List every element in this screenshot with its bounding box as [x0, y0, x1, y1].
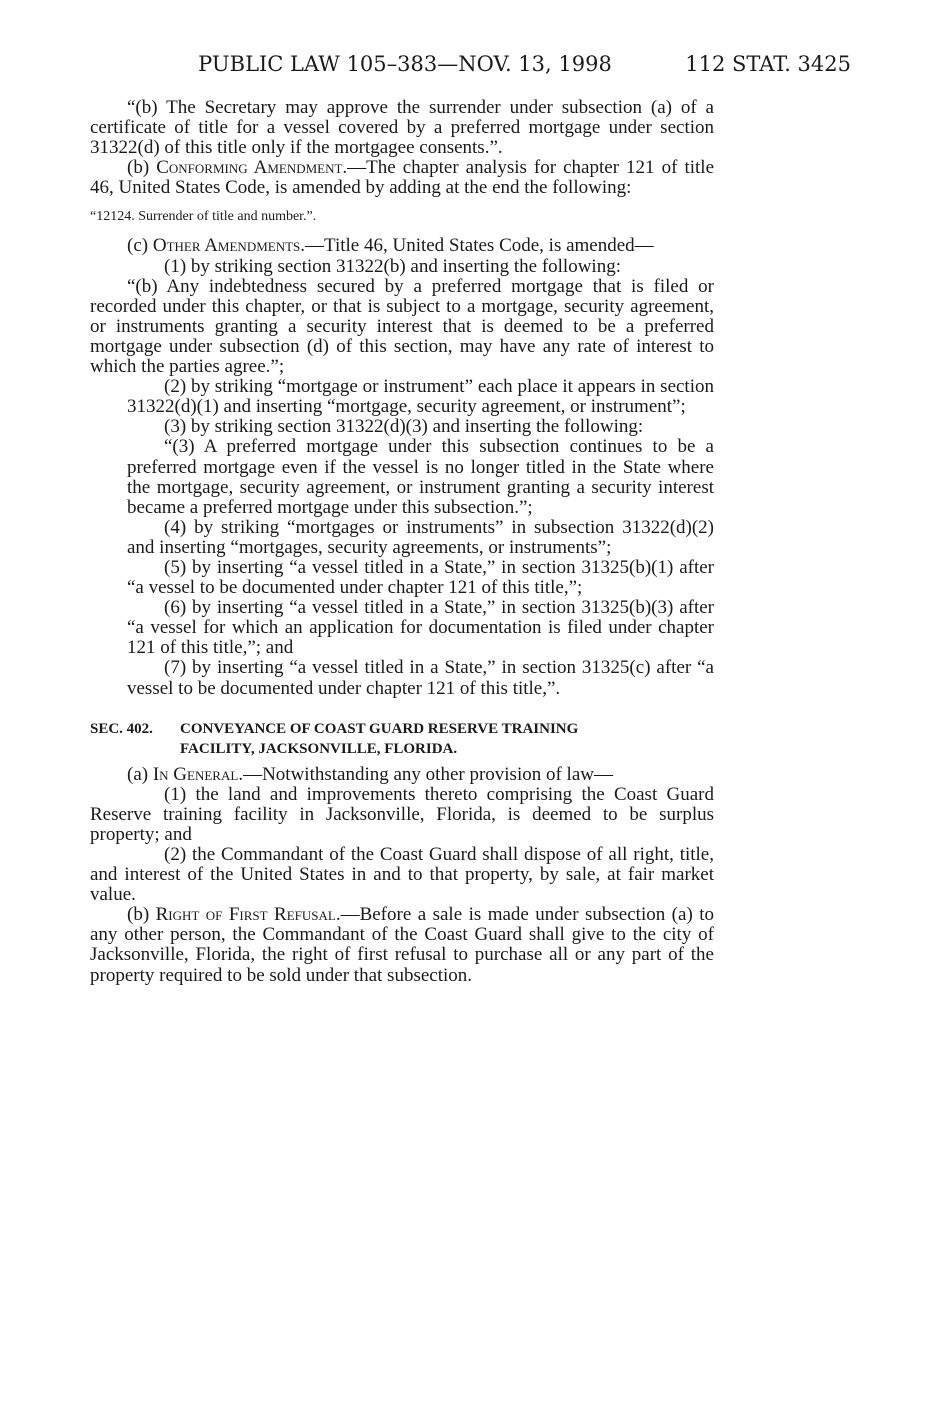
in-general-item-1: (1) the land and improvements thereto comprising the Coast Guard Reserve training facility in Jacksonville, Florida, is deemed to be surplus property; and	[90, 783, 714, 845]
subsection-text: .—The chapter analysis for chapter 121 of title 46, United States Code, is amended by adding at the end the following:	[90, 157, 715, 199]
section-number: SEC. 402.	[90, 720, 153, 737]
chapter-analysis-entry: “12124. Surrender of title and number.”.	[90, 209, 317, 225]
running-head: PUBLIC LAW 105–383—NOV. 13, 1998	[198, 52, 612, 76]
subsection-heading: Other Amendments	[152, 235, 301, 257]
subsection-text: .—Before a sale is made under subsection (a) to any other person, the Commandant of the Coast Guard shall give to the city of Jacksonville, Florida, the right of first refusal to purchase all or any part of the property required to be sold under that subsection.	[90, 904, 714, 986]
paragraph-other-amendments	[90, 236, 714, 256]
statute-page-number: 112 STAT. 3425	[685, 52, 851, 76]
amendment-item-1: (1) by striking section 31322(b) and inserting the following:	[164, 255, 621, 277]
section-heading-line-1	[90, 719, 714, 739]
amendment-item-4: (4) by striking “mortgages or instruments” in subsection 31322(d)(2) and inserting “mortgages, security agreements, or instruments”;	[127, 516, 714, 558]
page-body	[90, 98, 714, 986]
subsection-label: (b)	[127, 157, 157, 179]
section-heading	[90, 719, 714, 759]
paragraph-conforming-amendment	[90, 158, 714, 198]
amendment-item-5: (5) by inserting “a vessel titled in a State,” in section 31325(b)(1) after “a vessel to be documented under chapter 121 of this title,”;	[127, 556, 714, 599]
in-general-item-2: (2) the Commandant of the Coast Guard shall dispose of all right, title, and interest of the United States in and to that property, by sale, at fair market value.	[90, 844, 714, 906]
amendment-item-3: (3) by striking section 31322(d)(3) and inserting the following:	[164, 416, 644, 438]
amendment-item-1-quote: “(b) Any indebtedness secured by a preferred mortgage that is filed or recorded under this chapter, or that is subject to a mortgage, security agreement, or instruments granting a security interest that is deemed to be a preferred mortgage under subsection (d) of this section, may have any rate of interest to which the parties agree.”;	[90, 275, 714, 378]
subsection-heading: Right of First Refusal	[155, 904, 336, 926]
paragraph-b-surrender-approval: “(b) The Secretary may approve the surrender under subsection (a) of a certificate of title for a vessel covered by a preferred mortgage under section 31322(d) of this title only if the mortgagee consents.”.	[90, 97, 714, 159]
amendment-item-2: (2) by striking “mortgage or instrument” each place it appears in section 31322(d)(1) and inserting “mortgage, security agreement, or instrument”;	[127, 376, 714, 418]
amendment-item-7: (7) by inserting “a vessel titled in a State,” in section 31325(c) after “a vessel to be documented under chapter 121 of this title,”.	[127, 657, 714, 699]
paragraph-right-of-first-refusal	[90, 905, 714, 985]
subsection-label: (b)	[127, 904, 156, 926]
subsection-heading: In General	[152, 763, 239, 785]
subsection-heading: Conforming Amendment	[156, 157, 343, 179]
section-title-line-2: FACILITY, JACKSONVILLE, FLORIDA.	[180, 740, 458, 757]
amendment-item-6: (6) by inserting “a vessel titled in a State,” in section 31325(b)(3) after “a vessel for which an application for documentation is filed under chapter 121 of this title,”; and	[127, 597, 714, 659]
amendment-item-3-quote: “(3) A preferred mortgage under this subsection continues to be a preferred mortgage even if the vessel is no longer titled in the State where the mortgage, security agreement, or instrument granting a security interest became a preferred mortgage under this subsection.”;	[127, 436, 714, 518]
section-title-line-1: CONVEYANCE OF COAST GUARD RESERVE TRAINING	[180, 720, 579, 737]
subsection-label: (a)	[127, 763, 153, 785]
subsection-text: .—Title 46, United States Code, is amended—	[300, 235, 654, 257]
paragraph-in-general	[90, 765, 714, 785]
page-header	[0, 52, 943, 82]
subsection-text: .—Notwithstanding any other provision of law—	[238, 763, 613, 785]
subsection-label: (c)	[127, 235, 153, 257]
